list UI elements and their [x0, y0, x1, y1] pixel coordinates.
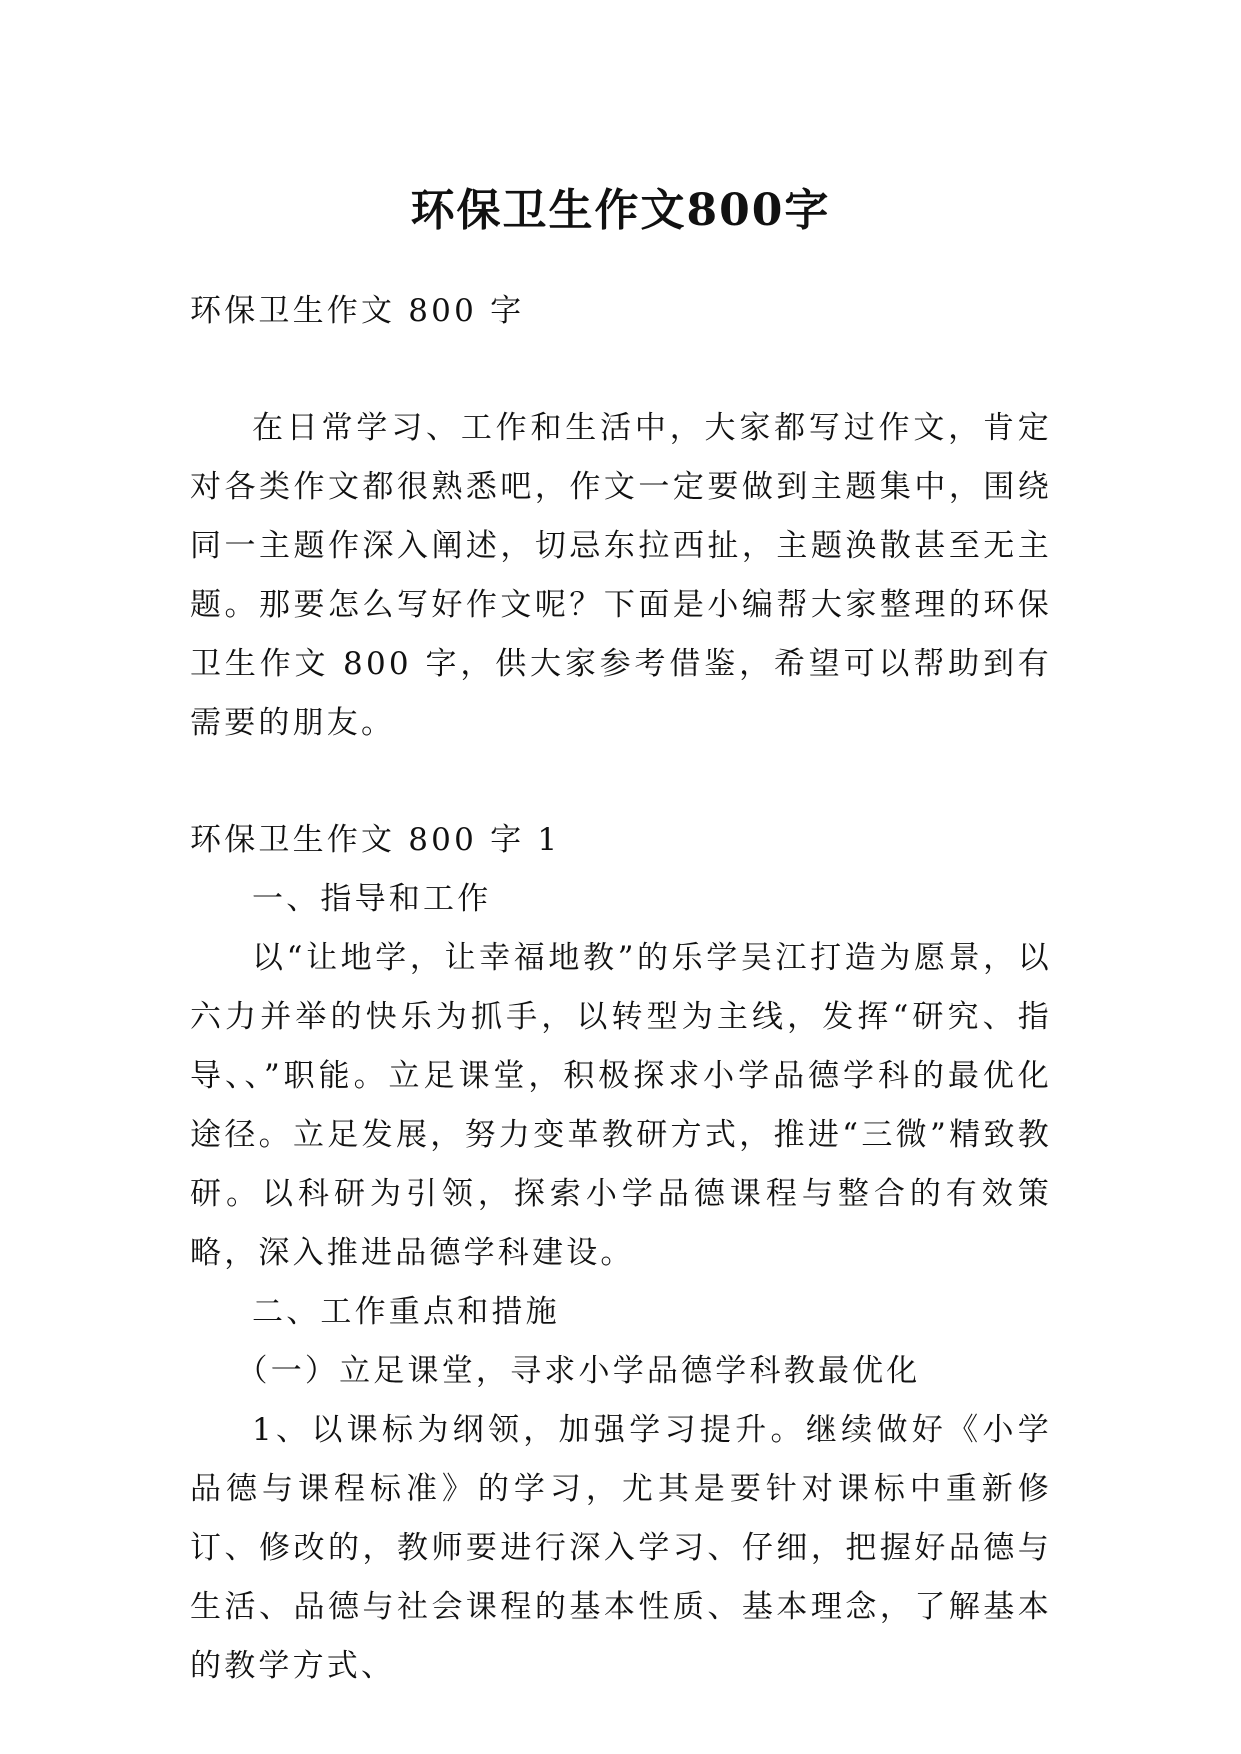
- document-subtitle: 环保卫生作文 800 字: [190, 293, 525, 329]
- document-body: [190, 282, 1052, 1696]
- heading-guidance: 一、指导和工作: [252, 881, 492, 917]
- guidance-paragraph: 以“让地学，让幸福地教”的乐学吴江打造为愿景，以六力并举的快乐为抓手，以转型为主线，发挥“研究、指导、、”职能。立足课堂，积极探求小学品德学科的最优化途径。立足发展，努力变革教研方式，推进“三微”精致教研。以科研为引领，探索小学品德课程与整合的有效策略，深入推进品德学科建设。: [190, 940, 1052, 1271]
- intro-paragraph: 在日常学习、工作和生活中，大家都写过作文，肯定对各类作文都很熟悉吧，作文一定要做到主题集中，围绕同一主题作深入阐述，切忌东拉西扯，主题涣散甚至无主题。那要怎么写好作文呢？下面是小编帮大家整理的环保卫生作文 800 字，供大家参考借鉴，希望可以帮助到有需要的朋友。: [190, 410, 1052, 741]
- heading-work-focus: 二、工作重点和措施: [252, 1294, 560, 1330]
- subheading-classroom: （一）立足课堂，寻求小学品德学科教最优化: [236, 1353, 921, 1389]
- curriculum-paragraph: 1、以课标为纲领，加强学习提升。继续做好《小学品德与课程标准》的学习，尤其是要针对课标中重新修订、修改的，教师要进行深入学习、仔细，把握好品德与生活、品德与社会课程的基本性质、基本理念，了解基本的教学方式、: [190, 1412, 1052, 1684]
- essay-section-title: 环保卫生作文 800 字 1: [190, 822, 561, 858]
- document-title: 环保卫生作文800字: [410, 185, 831, 237]
